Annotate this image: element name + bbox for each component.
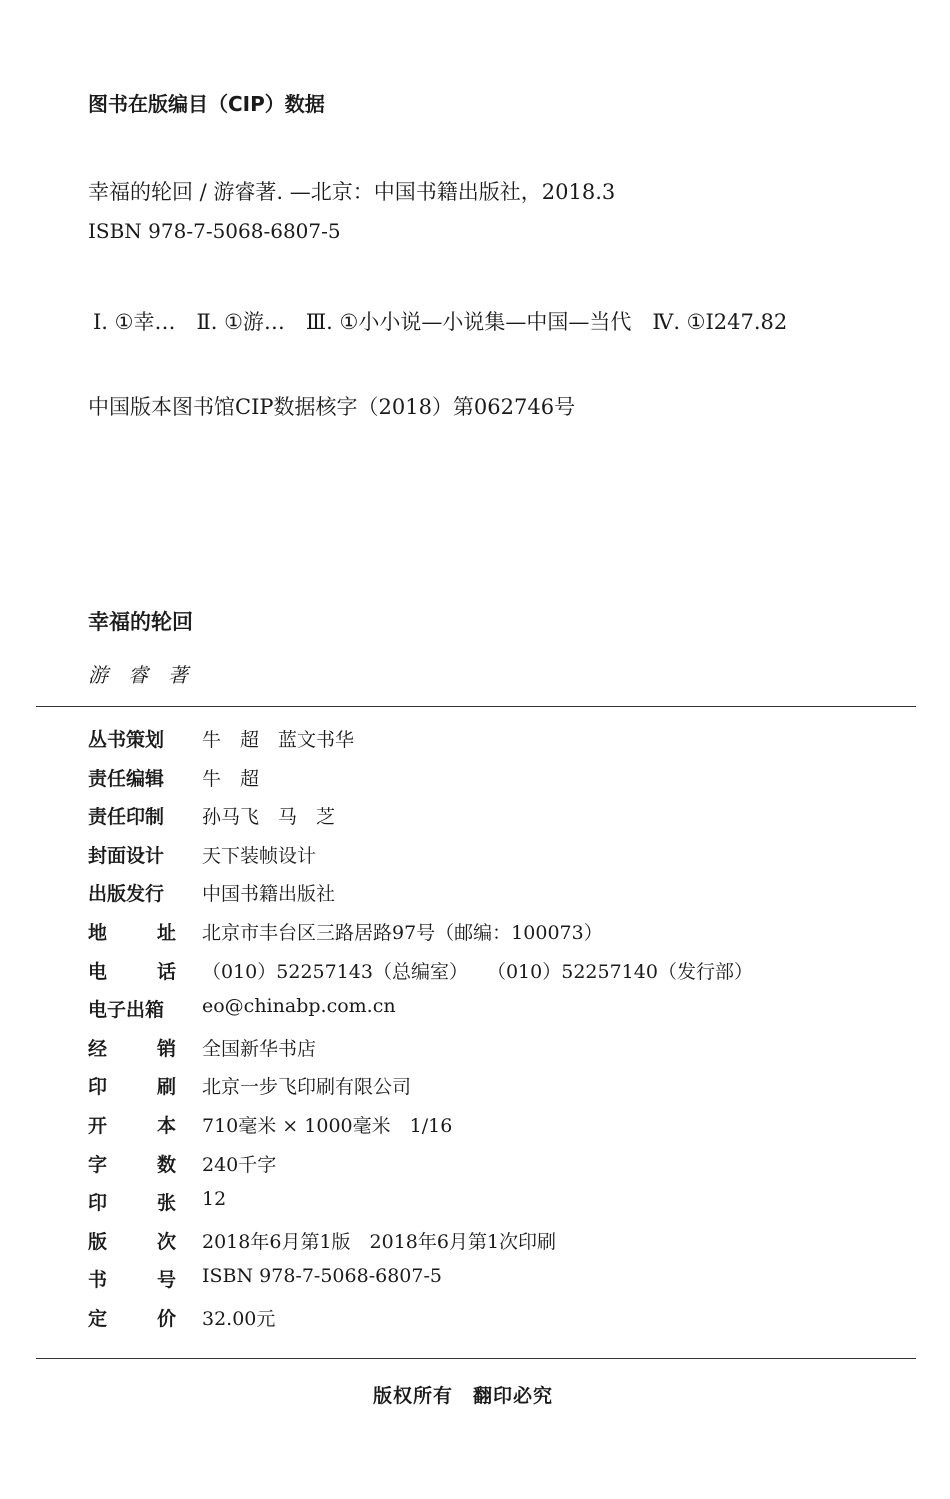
imprint-label: 封面设计 bbox=[88, 844, 165, 867]
imprint-value: 北京市丰台区三路居路97号（邮编：100073） bbox=[202, 921, 603, 944]
imprint-value: 2018年6月第1版 2018年6月第1次印刷 bbox=[202, 1230, 557, 1253]
imprint-value: 12 bbox=[202, 1188, 227, 1211]
imprint-value: 240千字 bbox=[202, 1153, 277, 1176]
imprint-label: 电子出箱 bbox=[88, 999, 165, 1022]
book-author: 游睿著 bbox=[88, 663, 208, 687]
imprint-row bbox=[88, 1261, 888, 1300]
imprint-label: 电 话 bbox=[88, 960, 176, 983]
imprint-row bbox=[88, 760, 888, 799]
imprint-label: 版 次 bbox=[88, 1230, 176, 1253]
imprint-value: 孙马飞 马 芝 bbox=[202, 806, 336, 829]
imprint-label: 定 价 bbox=[88, 1307, 176, 1330]
divider-bottom bbox=[36, 1358, 916, 1359]
book-title: 幸福的轮回 bbox=[88, 610, 193, 634]
imprint-label: 责任编辑 bbox=[88, 767, 165, 790]
imprint-value: ISBN 978-7-5068-6807-5 bbox=[202, 1265, 442, 1288]
imprint-label: 出版发行 bbox=[88, 883, 165, 906]
imprint-value: eo@chinabp.com.cn bbox=[202, 995, 396, 1018]
imprint-value: 32.00元 bbox=[202, 1307, 276, 1330]
cip-heading: 图书在版编目（CIP）数据 bbox=[88, 92, 325, 116]
imprint-row bbox=[88, 1223, 888, 1262]
cip-approval-number: 中国版本图书馆CIP数据核字（2018）第062746号 bbox=[88, 395, 576, 419]
imprint-label: 责任印制 bbox=[88, 806, 165, 829]
copyright-notice: 版权所有 翻印必究 bbox=[373, 1385, 554, 1407]
imprint-label: 印 刷 bbox=[88, 1076, 176, 1099]
imprint-row bbox=[88, 991, 888, 1030]
imprint-label: 地 址 bbox=[88, 921, 176, 944]
cip-isbn-line: ISBN 978-7-5068-6807-5 bbox=[88, 219, 341, 243]
imprint-row bbox=[88, 1184, 888, 1223]
divider-top bbox=[36, 706, 916, 707]
imprint-label: 经 销 bbox=[88, 1037, 176, 1060]
imprint-value: 牛 超 蓝文书华 bbox=[202, 729, 355, 751]
imprint-value: 牛 超 bbox=[202, 767, 260, 790]
imprint-value: 710毫米 × 1000毫米 1/16 bbox=[202, 1114, 453, 1137]
imprint-table bbox=[88, 721, 888, 1339]
imprint-row bbox=[88, 837, 888, 876]
imprint-label: 字 数 bbox=[88, 1153, 176, 1176]
imprint-row bbox=[88, 1300, 888, 1339]
imprint-row bbox=[88, 721, 888, 760]
imprint-row bbox=[88, 798, 888, 837]
imprint-row bbox=[88, 914, 888, 953]
imprint-row bbox=[88, 1068, 888, 1107]
imprint-label: 开 本 bbox=[88, 1114, 176, 1137]
cip-title-line: 幸福的轮回 / 游睿著. —北京：中国书籍出版社，2018.3 bbox=[88, 180, 616, 204]
imprint-label: 印 张 bbox=[88, 1192, 176, 1215]
imprint-value: 全国新华书店 bbox=[202, 1037, 317, 1060]
imprint-value: 中国书籍出版社 bbox=[202, 883, 336, 906]
imprint-label: 丛书策划 bbox=[88, 729, 165, 751]
imprint-value: 天下装帧设计 bbox=[202, 844, 317, 867]
imprint-label: 书 号 bbox=[88, 1269, 176, 1292]
imprint-row bbox=[88, 1146, 888, 1185]
cip-classification: Ⅰ. ①幸… Ⅱ. ①游… Ⅲ. ①小小说—小说集—中国—当代 Ⅳ. ①I247.82 bbox=[93, 310, 788, 334]
imprint-row bbox=[88, 875, 888, 914]
imprint-row bbox=[88, 1030, 888, 1069]
imprint-row bbox=[88, 1107, 888, 1146]
imprint-value: （010）52257143（总编室） （010）52257140（发行部） bbox=[202, 960, 753, 983]
imprint-row bbox=[88, 953, 888, 992]
imprint-value: 北京一步飞印刷有限公司 bbox=[202, 1076, 412, 1099]
